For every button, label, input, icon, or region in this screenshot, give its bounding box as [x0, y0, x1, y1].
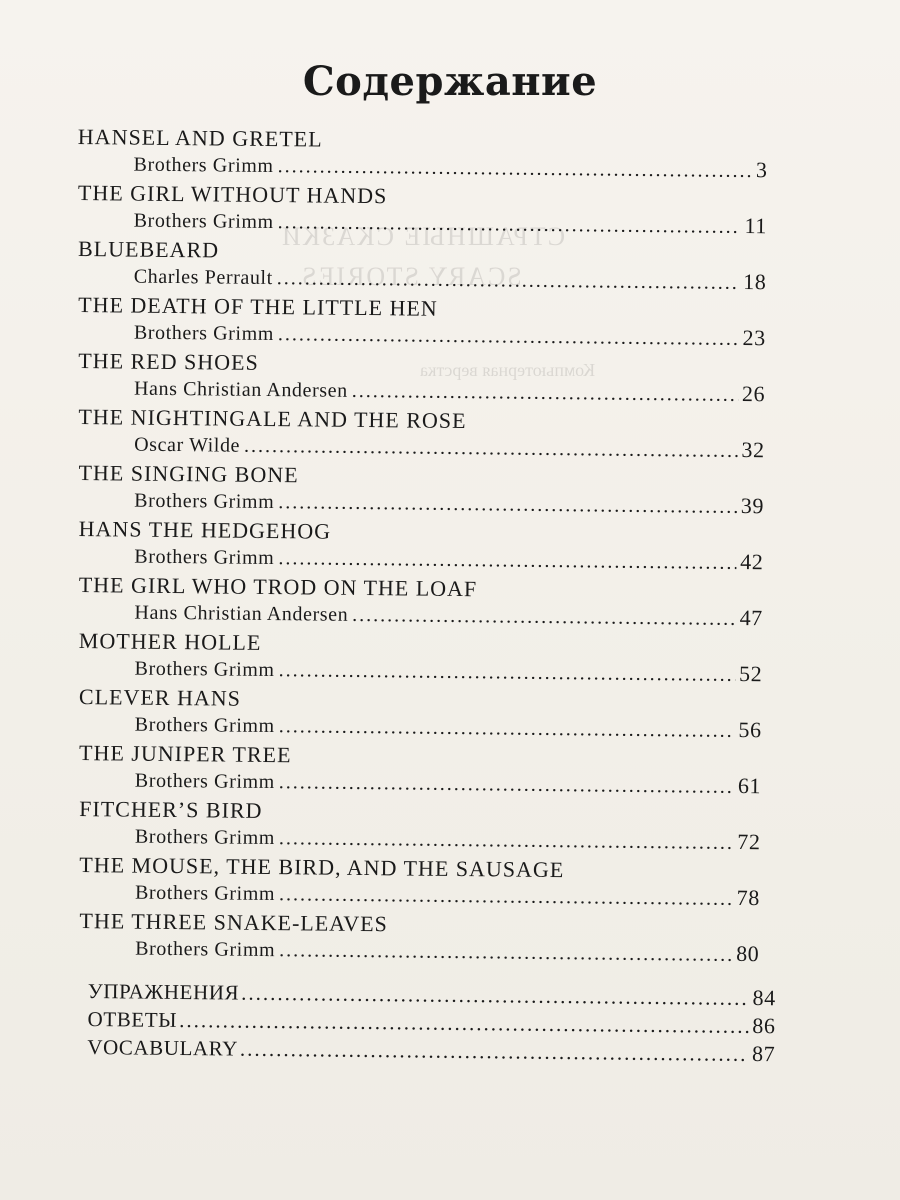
toc-entry [78, 348, 776, 411]
author-name: Brothers Grimm [134, 881, 276, 906]
story-title: MOTHER HOLLE [78, 628, 262, 655]
story-title: THE NIGHTINGALE AND THE ROSE [78, 404, 467, 434]
dot-leader [277, 267, 740, 295]
bleed-through-text: СТРАШНЫЕ СКАЗКИ [280, 222, 566, 251]
toc-entry [78, 460, 774, 523]
dot-leader [278, 323, 739, 351]
appendix-label: ОТВЕТЫ [87, 1006, 178, 1032]
author-name: Charles Perrault [133, 265, 273, 290]
appendix-label: VOCABULARY [87, 1034, 239, 1061]
dot-leader [179, 1008, 748, 1039]
toc-entry [79, 852, 770, 915]
toc-row [134, 655, 762, 688]
dot-leader [278, 155, 753, 183]
page-number: 3 [755, 157, 768, 183]
page-number: 72 [737, 828, 761, 855]
toc-entry [78, 404, 775, 467]
page-number: 32 [741, 436, 765, 463]
toc-entry [79, 796, 771, 859]
toc-entry [78, 236, 777, 299]
appendix-entry [87, 1034, 775, 1069]
toc-entry [78, 516, 774, 579]
toc-entry [77, 124, 778, 187]
story-title: THE THREE SNAKE-LEAVES [79, 908, 388, 937]
page-number: 86 [752, 1012, 776, 1039]
page-number: 61 [737, 772, 762, 799]
author-name: Brothers Grimm [133, 209, 274, 234]
toc-row [133, 151, 767, 184]
story-title: CLEVER HANS [78, 684, 242, 711]
table-of-contents [69, 124, 778, 971]
dot-leader [278, 547, 736, 575]
toc-row [135, 935, 759, 968]
story-title: THE JUNIPER TREE [78, 740, 292, 768]
story-title: BLUEBEARD [77, 236, 220, 263]
author-name: Brothers Grimm [134, 769, 275, 794]
toc-row [134, 263, 767, 296]
author-name: Hans Christian Andersen [133, 377, 348, 402]
story-title: HANSEL AND GRETEL [77, 124, 323, 152]
story-title: THE MOUSE, THE BIRD, AND THE SAUSAGE [79, 852, 565, 883]
author-name: Brothers Grimm [133, 321, 275, 346]
toc-entry [78, 628, 772, 691]
author-name: Brothers Grimm [135, 937, 276, 962]
author-name: Brothers Grimm [134, 489, 275, 514]
story-title: THE DEATH OF THE LITTLE HEN [78, 292, 438, 321]
dot-leader [241, 981, 749, 1011]
toc-entry [78, 292, 776, 355]
page-number: 78 [736, 884, 761, 911]
toc-row [135, 823, 761, 856]
dot-leader [279, 883, 733, 911]
page-number: 52 [738, 660, 763, 687]
story-title: THE GIRL WHO TROD ON THE LOAF [78, 572, 478, 602]
page-number: 26 [741, 380, 766, 407]
bleed-through-text: Компьютерная верстка [420, 360, 596, 380]
author-name: Brothers Grimm [134, 713, 275, 738]
toc-entry [78, 180, 778, 243]
toc-entry [79, 908, 770, 971]
story-title: THE RED SHOES [78, 348, 259, 375]
page-number: 18 [743, 268, 767, 295]
dot-leader [240, 1037, 748, 1067]
page-number: 80 [736, 940, 760, 967]
toc-entry [79, 740, 772, 803]
story-title: HANS THE HEDGEHOG [78, 516, 332, 544]
dot-leader [278, 211, 741, 239]
toc-entry [78, 572, 773, 635]
page-number: 56 [738, 716, 762, 743]
toc-row [134, 319, 766, 352]
appendix-list [87, 978, 776, 1069]
toc-row [134, 543, 763, 576]
author-name: Brothers Grimm [134, 825, 276, 850]
story-title: THE SINGING BONE [78, 460, 299, 488]
page-number: 47 [739, 604, 763, 631]
page-number: 11 [744, 212, 768, 239]
dot-leader [279, 771, 734, 799]
author-name: Hans Christian Andersen [134, 601, 349, 626]
dot-leader [279, 715, 735, 743]
toc-entry [79, 684, 773, 747]
author-name: Brothers Grimm [134, 545, 275, 570]
toc-row [135, 767, 762, 800]
author-name: Brothers Grimm [134, 657, 275, 682]
toc-row [134, 431, 765, 464]
toc-row [134, 599, 763, 632]
toc-row [134, 375, 765, 408]
dot-leader [352, 380, 738, 407]
appendix-label: УПРАЖНЕНИЯ [87, 978, 240, 1005]
author-name: Oscar Wilde [134, 433, 241, 457]
toc-row [134, 487, 764, 520]
dot-leader [352, 604, 736, 631]
dot-leader [244, 435, 738, 463]
author-name: Brothers Grimm [133, 153, 274, 178]
toc-row [135, 711, 762, 744]
page-number: 23 [742, 324, 766, 351]
story-title: FITCHER’S BIRD [79, 796, 263, 823]
dot-leader [279, 827, 734, 855]
page-number: 42 [740, 548, 764, 575]
toc-row [134, 207, 768, 240]
page-number: 84 [752, 984, 776, 1011]
page-number: 39 [740, 492, 765, 519]
dot-leader [278, 491, 737, 519]
toc-row [135, 879, 760, 912]
page-title: Содержание [302, 58, 598, 105]
page-number: 87 [751, 1040, 776, 1067]
dot-leader [279, 659, 736, 687]
bleed-through-text: SCARY STORIES [300, 262, 522, 291]
dot-leader [279, 939, 732, 967]
story-title: THE GIRL WITHOUT HANDS [77, 180, 388, 209]
